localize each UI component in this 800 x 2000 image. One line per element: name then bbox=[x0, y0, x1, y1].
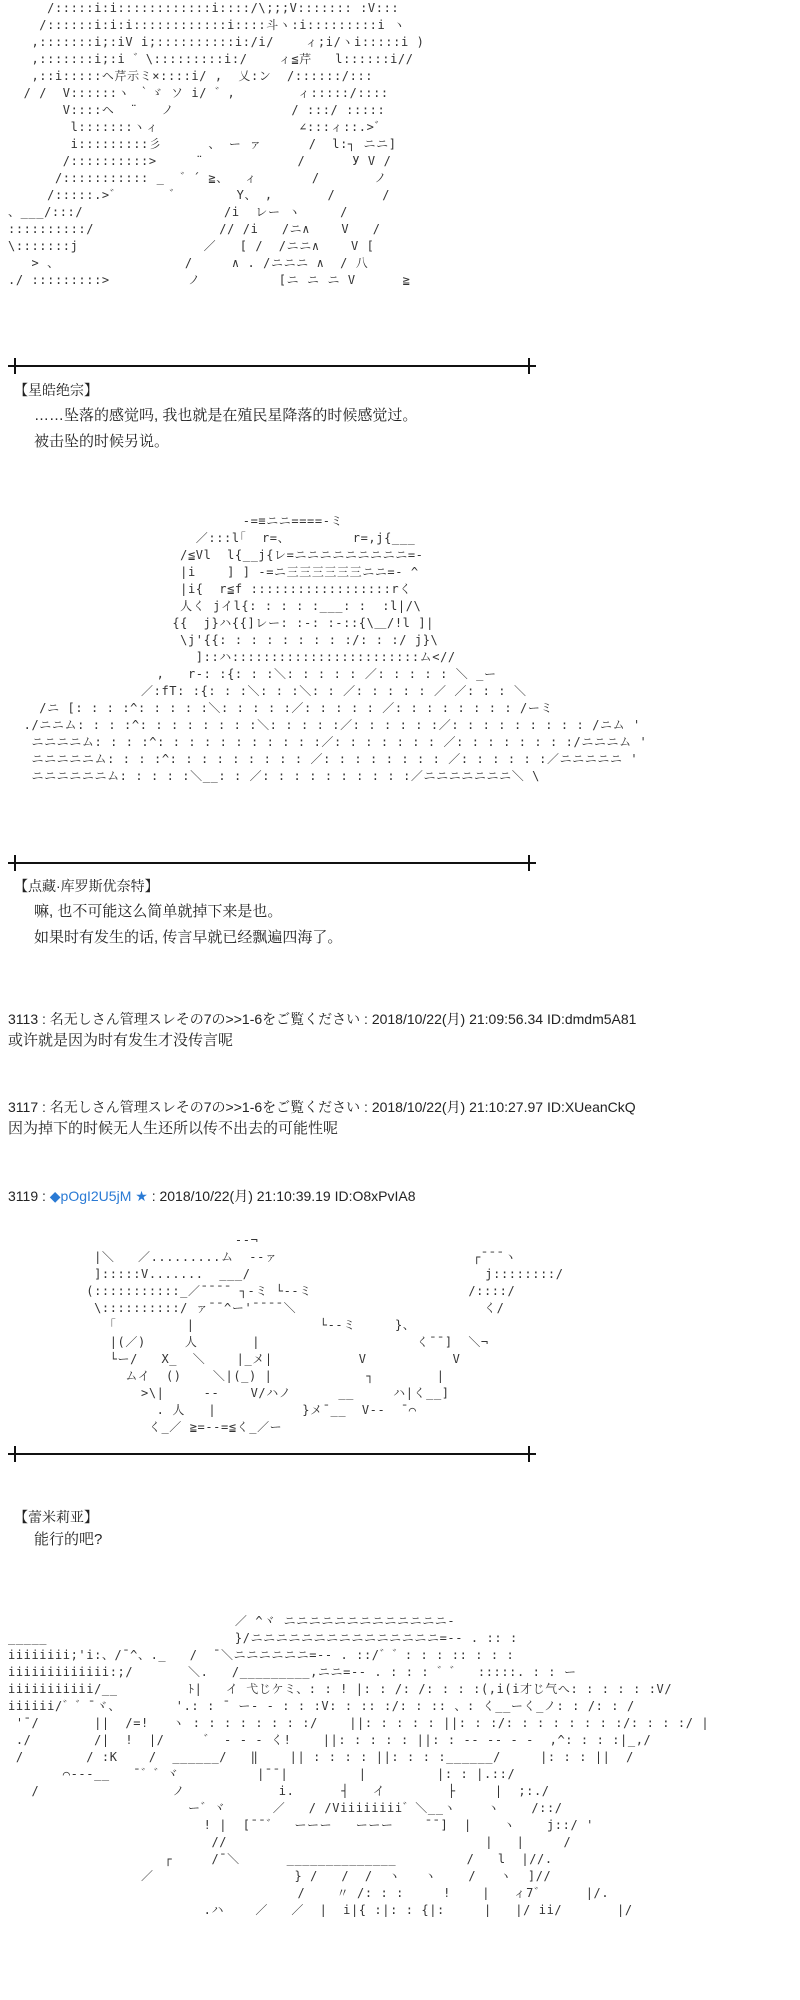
dialogue-line: 被击坠的时候另说。 bbox=[34, 433, 170, 450]
ascii-art-scene: ／ ^ヾ ニニニニニニニニニニニニニ- _____ }/ニニニニニニニニニニニニニニニ=-- . :: : iiiiiiii;'i:、/¯^、._ / ¯＼ニニニニニニ=-- . ::/゛゛: : : :: : : : iiiiiiiiiiiii:;/ ＼. /_________,ニニ=-- . : : : ゛゛ :::::. : : ー iiiiiiiiiii/__ ﾄ| イ 弋じケミ、: : ! |: : /: /: : : :(,i(i才じ气へ: : : : : :V/ iiiiii/゛゛¯ヾ、 '.: : ¯ ー- - : : :V: : :: :/: : :: 、: く__ーく_ノ: : /: : / '¯/ || /=! ヽ : : : : : : : :/ ||: : : : : ||: : :/: : : : : : : :/: : : :/ | ./ /| ! |/ ゛ - - - く! ||: : : : : ||: : -- -- - - ,^: : : :|_,/ / / :K / ______/ ‖ || : : : : ||: : : :______/ |: : : || / ⌒---__ ¯゛゛ヾ |¯¯| | |: : |.::/ / ノ i. ┤ イ ├ | ;:./ ー゛ヾ ／ / /Viiiiiiii゛＼__ヽ ヽ /::/ ! | [¯¯゛ ーーー ーーー ¯¯] | ヽ j::/ ' // | | / ┌ /¯＼ ______________ / l |//. ／ } / / / ヽ ヽ / ヽ ]// / 〃 /: : : ! | ィ7゛ |/. .ハ ／ ／ | i|{ :|: : {|: | |/ ii/ |/ bbox=[8, 1614, 710, 1917]
post-body: 或许就是因为时有发生才没传言呢 bbox=[8, 1032, 234, 1049]
comment-post bbox=[8, 1008, 636, 1052]
dialogue-line: 嘛, 也不可能这么简单就掉下来是也。 bbox=[34, 903, 283, 920]
section-divider bbox=[8, 358, 536, 374]
section-divider bbox=[8, 1446, 536, 1462]
post-meta: 3117 : 名无しさん管理スレその7の>>1-6をご覧ください : 2018/10/22(月) 21:10:27.97 ID:XUeanCkQ bbox=[8, 1099, 636, 1115]
post-meta: 3113 : 名无しさん管理スレその7の>>1-6をご覧ください : 2018/10/22(月) 21:09:56.34 ID:dmdm5A81 bbox=[8, 1011, 637, 1027]
dialogue-line: 如果时有发生的话, 传言早就已经飘遍四海了。 bbox=[34, 929, 343, 946]
post-number: 3119 : bbox=[8, 1188, 46, 1204]
section-divider bbox=[8, 855, 536, 871]
ascii-art-tenzo: -=≡ニニ====-ミ ／:::l｢ r=、 r=,j{___ /≦Vl l{__j{レ=ニニニニニニニニニ=- |i ] ] -=ニ三三三三三三ニニ=- ^ |i{ r≦f ::::::::::::::::::rく 人く jイl{: : : : :___: : :l|/\ {{ j}ハ{{]レー: :-: :-::{\＿/!l ]| \j'{{: : : : : : : : :/: : :/ j}\ ]::ハ::::::::::::::::::::::::ム<// , r‐: :{: : :＼: : : : : ／: : : : : ＼ _ー ／:fT: :{: : :＼: : :＼: : ／: : : : : ／ ／: : : ＼ /ニ [: : : :^: : : : :＼: : : : :／: : : : : ／: : : : : : : : /ーミ ./ニニム: : : :^: : : : : : : :＼: : : : :／: : : : : :／: : : : : : : : : /ニム ' ニニニニム: : : :^: : : : : : : : : : :／: : : : : : : ／: : : : : : : :/ニニニム ' ニニニニニム: : : :^: : : : : : : : : ／: : : : : : : : ／: : : : : :／ニニニニニ ' ニニニニニニム: : : : :＼__: : ／: : : : : : : : : :／ニニニニニニニ＼ \ bbox=[23, 514, 648, 783]
author-trip-link[interactable]: ◆pOgI2U5jM bbox=[49, 1188, 132, 1204]
post-body: 因为掉下的时候无人生还所以传不出去的可能性呢 bbox=[8, 1120, 339, 1137]
dialogue-line: ……坠落的感觉吗, 我也就是在殖民星降落的时候感觉过。 bbox=[34, 407, 418, 424]
speaker-label: 【蕾米莉亚】 bbox=[14, 1509, 98, 1525]
ascii-art-hoshiaki: /:::::i:i::::::::::::i::::/\;;;V::::::: :V::: /::::::i:i:i::::::::::::i::::斗ヽ:i:::::::::i ヽ ,:::::::i;:iV i;::::::::::i:/i/ ィ;i/ヽi:::::i ) ,:::::::i;:i ゛\:::::::::i:/ ィ≦芹 l::::::i// ,::i:::::ヘ芹示ミ×::::i/ , 乂:ン /::::::/::: / / V::::::ヽ ｀ゞ ソ i/ ゛, ィ:::::/:::: V::::ヘ ¨ ノ / :::/ ::::: l:::::::ヽィ ∠:::ィ::.>゛ i:::::::::彡 、 ー ァ / l:┐ ニニ] /::::::::::> ¨ / У V / /::::::::::: _ ゛´ ≧、 ィ / ノ /:::::.>゛ ゛ Y、 , / / 、___/:::/ /i レー ヽ / ::::::::::/ // /i /ニ∧ V / \:::::::j ／ [ / /ニニ∧ V [ > 、 / ∧ . /ニニニ ∧ / 八 ./ :::::::::> ノ [ニ ニ ニ V ≧ bbox=[8, 1, 425, 287]
post-meta: : 2018/10/22(月) 21:10:39.19 ID:O8xPvIA8 bbox=[151, 1188, 416, 1204]
speaker-label: 【星皓绝宗】 bbox=[14, 382, 98, 398]
author-post-header bbox=[8, 1185, 416, 1207]
dialogue-line: 能行的吧? bbox=[34, 1531, 103, 1548]
comment-post bbox=[8, 1096, 636, 1140]
star-icon: ★ bbox=[135, 1188, 148, 1204]
ascii-art-remilia: --¬ |＼ ／.........ム --ァ ┌¯¯¯ヽ ]:::::V....... ___/ j::::::::/ (:::::::::::_／¯¯¯¯ ┐-ミ └--ミ /::::/ \::::::::::/ ァ¯¯^ー'¯¯¯¯＼ く/ ｢ | └--ミ }、 |(／) 人 | く¯¯] ＼¬ └ー/ X_ ＼ |_メ| V V ムイ () ＼|(_) | ┐ | >\| -- V/ハノ __ ハ|く__] . 人 | }メ¯__ V-- ¯⌒ く_／ ≧=--=≦く_／ー bbox=[86, 1233, 564, 1434]
speaker-label: 【点藏·库罗斯优奈特】 bbox=[14, 878, 159, 894]
